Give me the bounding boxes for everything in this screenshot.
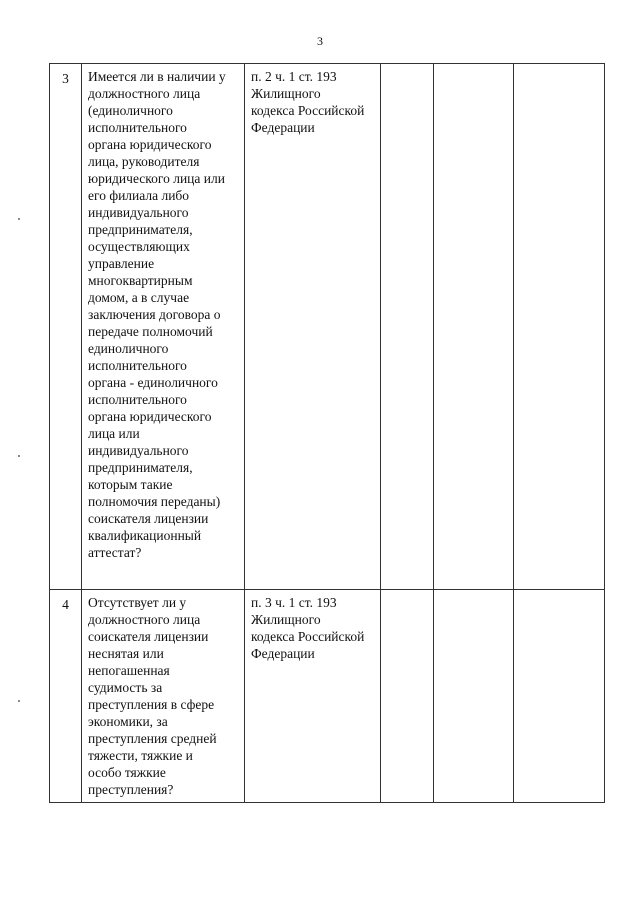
legal-reference-cell xyxy=(245,590,381,803)
question-text: Отсутствует ли у должностного лица соискателя лицензии неснятая или непогашенная судимость за преступления в сфере экономики, за преступления средней тяжести, тяжкие и особо тяжкие преступления? xyxy=(88,595,217,797)
question-cell xyxy=(82,64,245,590)
question-cell xyxy=(82,590,245,803)
table-row xyxy=(50,64,605,590)
scan-speck xyxy=(18,700,20,702)
legal-reference-cell xyxy=(245,64,381,590)
row-number: 3 xyxy=(62,71,69,86)
note-cell xyxy=(514,64,605,590)
row-number: 4 xyxy=(62,597,69,612)
answer-yes-cell xyxy=(381,64,434,590)
checklist-table xyxy=(49,63,605,803)
page-number: 3 xyxy=(317,34,323,48)
legal-reference-text: п. 3 ч. 1 ст. 193 Жилищного кодекса Российской Федерации xyxy=(251,595,365,661)
table-row xyxy=(50,590,605,803)
question-text: Имеется ли в наличии у должностного лица (единоличного исполнительного органа юридического лица, руководителя юридического лица или его филиала либо индивидуального предпринимателя, осуществляющих управление многоквартирным домом, а в случае заключения договора о передаче полномочий единоличного исполнительного органа - единоличного исполнительного органа юридического лица или индивидуального предпринимателя, которым такие полномочия переданы) соискателя лицензии квалификационный аттестат? xyxy=(88,69,226,560)
legal-reference-text: п. 2 ч. 1 ст. 193 Жилищного кодекса Российской Федерации xyxy=(251,69,365,135)
note-cell xyxy=(514,590,605,803)
scan-speck xyxy=(18,455,20,457)
answer-no-cell xyxy=(434,590,514,803)
answer-no-cell xyxy=(434,64,514,590)
answer-yes-cell xyxy=(381,590,434,803)
scan-speck xyxy=(18,218,20,220)
row-number-cell xyxy=(50,590,82,803)
row-number-cell xyxy=(50,64,82,590)
